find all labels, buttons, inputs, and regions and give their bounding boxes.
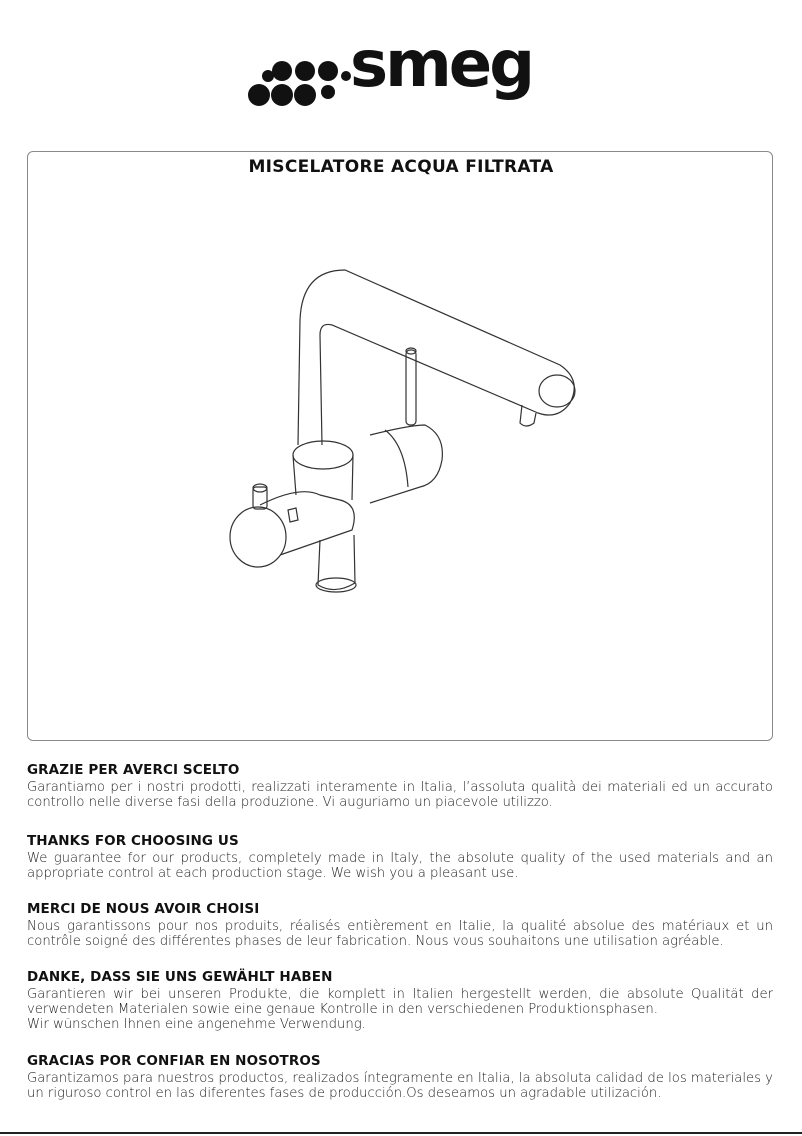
section-body: Garantizamos para nuestros productos, realizados íntegramente en Italia, la absoluta calidad de los materiales y un riguroso control en las diferentes fases de producción.Os deseamos un agradable utilización. [27,1071,773,1101]
section-title: DANKE, DASS SIE UNS GEWÄHLT HABEN [27,969,333,985]
section-body: Garantiamo per i nostri prodotti, realizzati interamente in Italia, l’assoluta qualità dei materiali ed un accurato controllo nelle diverse fasi della produzione. Vi auguriamo un piacevole utilizzo. [27,780,773,810]
product-title: MISCELATORE ACQUA FILTRATA [248,157,554,177]
section-title: MERCI DE NOUS AVOIR CHOISI [27,901,260,917]
smeg-logo [246,28,546,112]
section-german [27,969,773,1032]
logo-wordmark: smeg [350,28,532,102]
section-title: GRACIAS POR CONFIAR EN NOSOTROS [27,1053,321,1069]
section-italian [27,762,773,810]
section-body: Garantieren wir bei unseren Produkte, die komplett in Italien hergestellt werden, die absolute Qualität der verwendeten Materialen sowie eine genaue Kontrolle in den verschiedenen Produktionsphasen. [27,987,773,1017]
section-title: GRAZIE PER AVERCI SCELTO [27,762,240,778]
section-body: We guarantee for our products, completely made in Italy, the absolute quality of the used materials and an appropriate control at each production stage. We wish you a pleasant use. [27,851,773,881]
logo-dots-icon [246,54,356,110]
page-bottom-rule [0,1132,802,1134]
section-french [27,901,773,949]
section-body-line2: Wir wünschen Ihnen eine angenehme Verwendung. [27,1017,366,1032]
section-title: THANKS FOR CHOOSING US [27,833,239,849]
section-english [27,833,773,881]
section-spanish [27,1053,773,1101]
faucet-illustration-icon [220,255,590,615]
section-body: Nous garantissons pour nos produits, réalisés entièrement en Italie, la qualité absolue des matériaux et un contrôle soigné des différentes phases de leur fabrication. Nous vous souhaitons une utilisation agréable. [27,919,773,949]
